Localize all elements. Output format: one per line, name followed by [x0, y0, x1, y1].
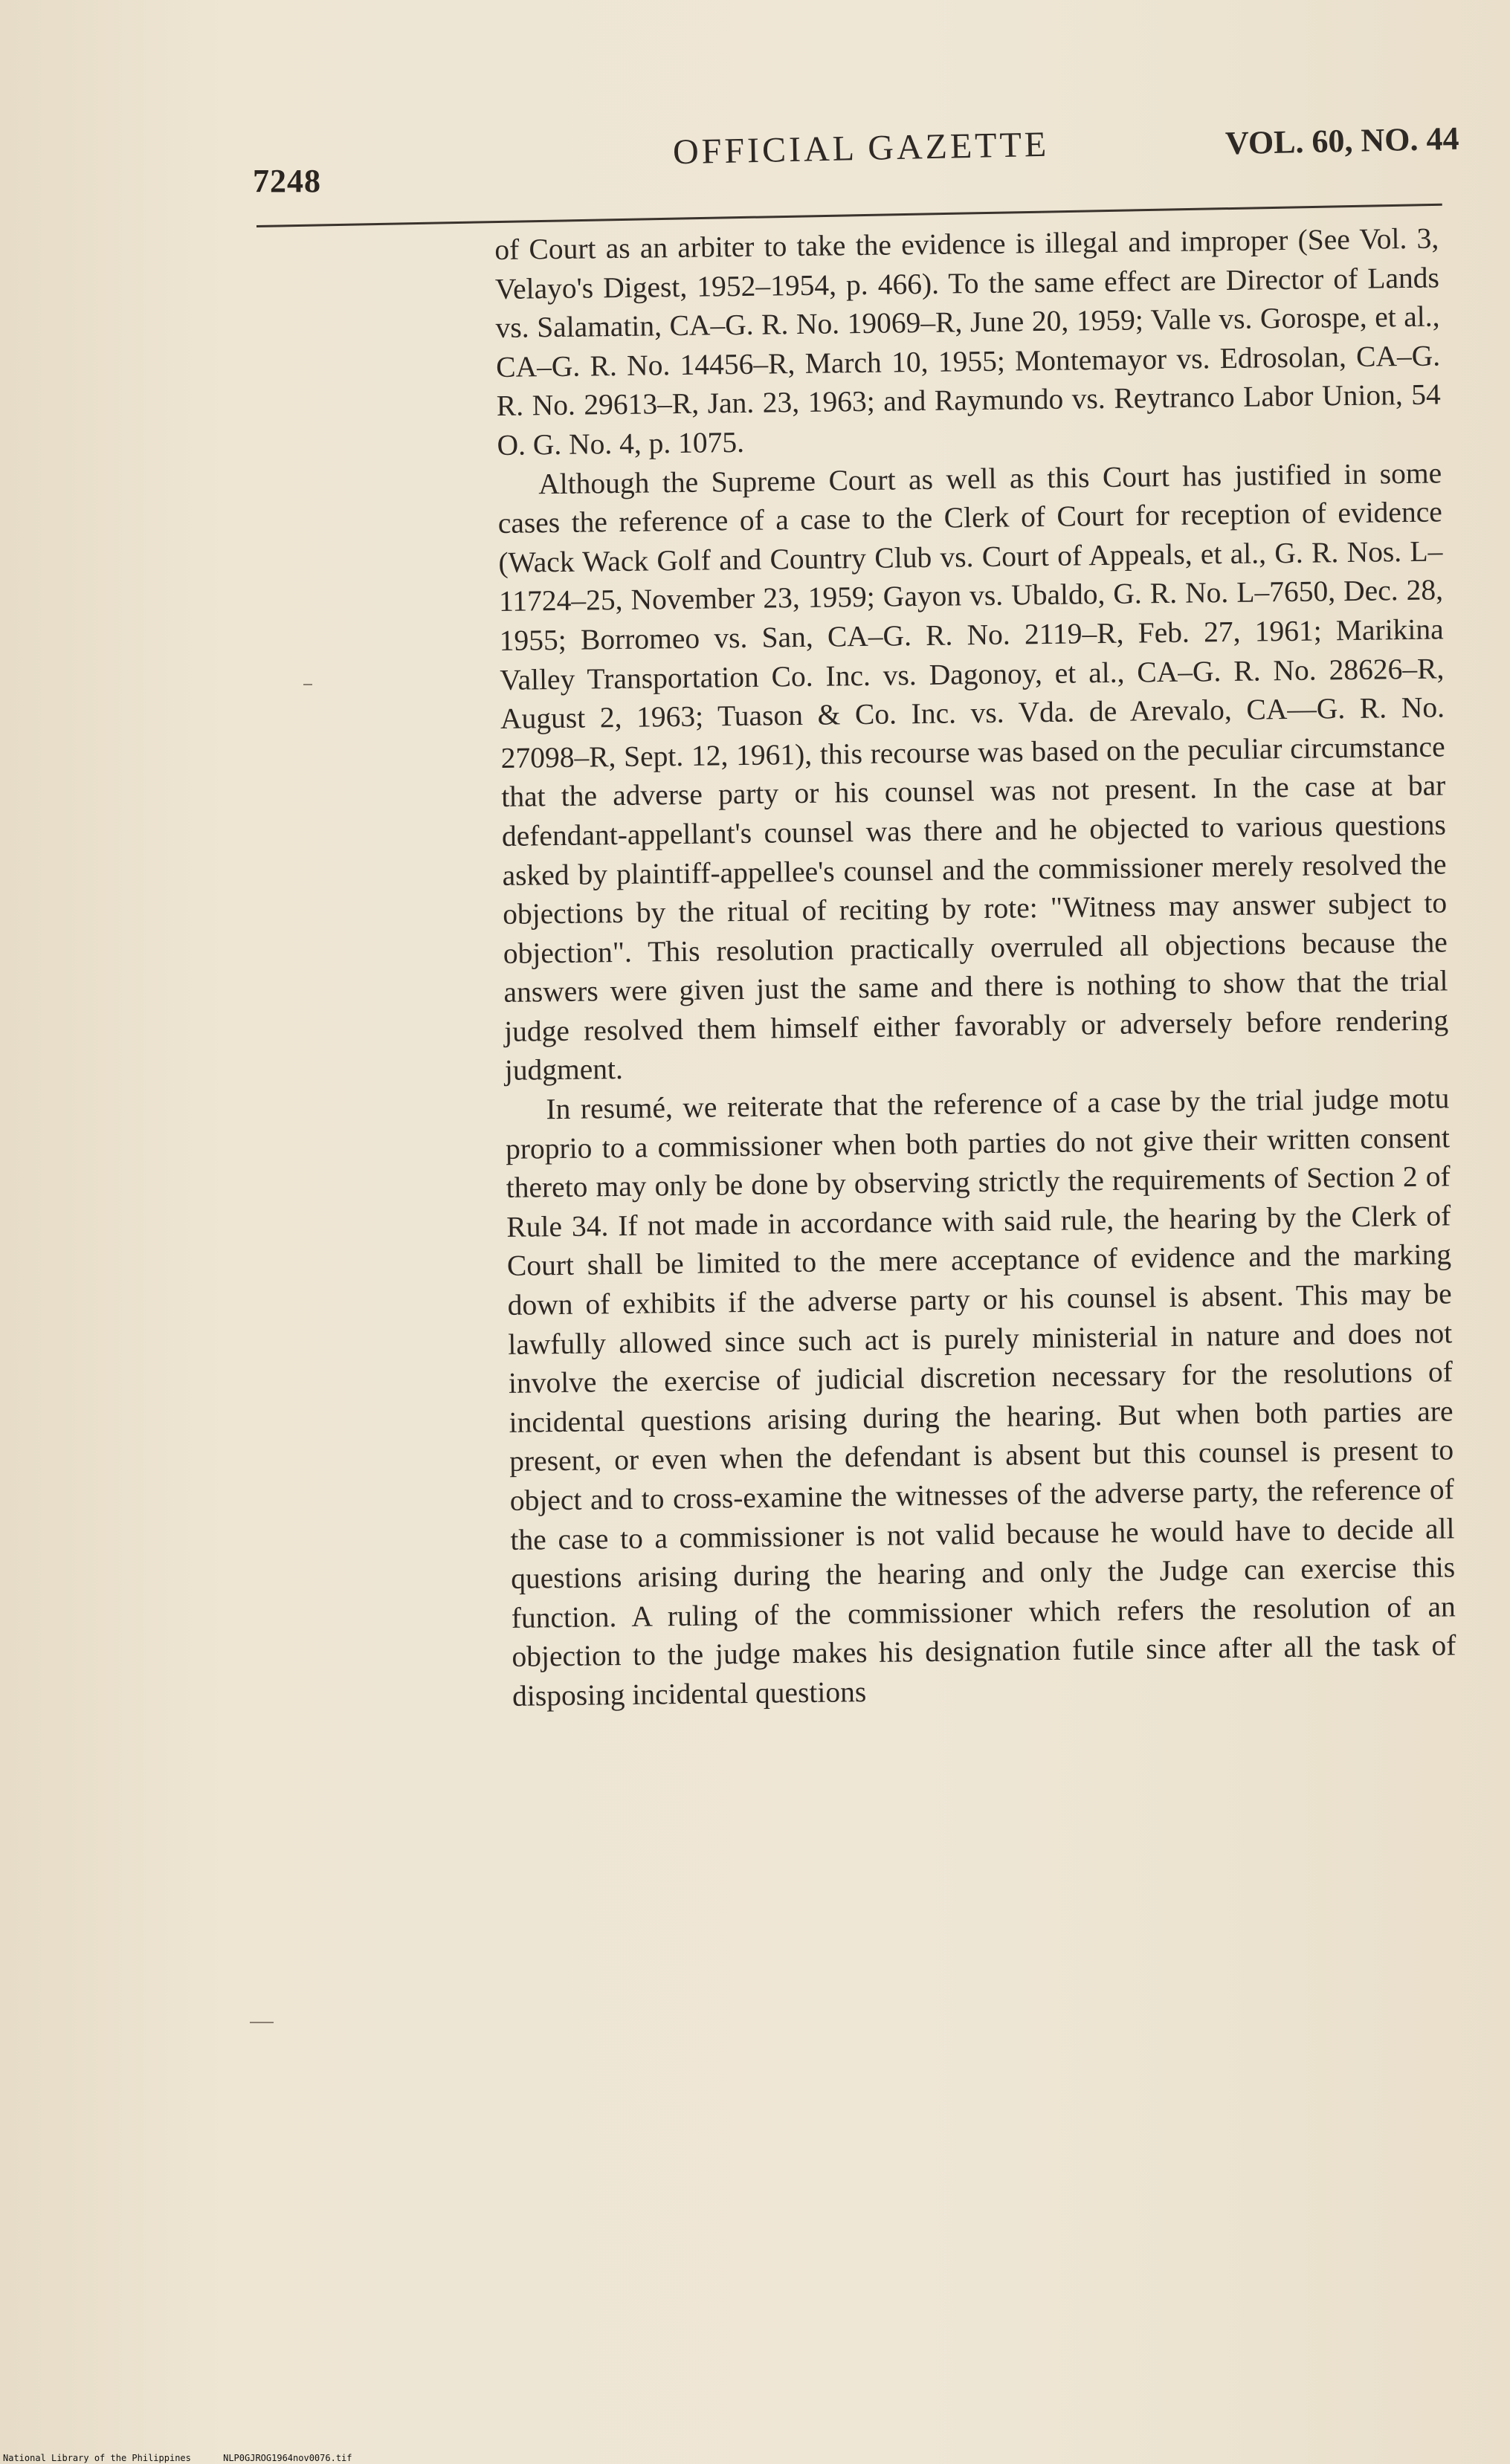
scan-footer	[3, 2453, 379, 2463]
file-name: NLP0GJROG1964nov0076.tif	[223, 2453, 352, 2463]
margin-mark	[303, 684, 312, 685]
paragraph-3: In resumé, we reiterate that the reference of a case by the trial judge motu proprio to a commissioner when both parties do not give their written consent thereto may only be done by observing strictly the requirements of Section 2 of Rule 34. If not made in accordance with said rule, the hearing by the Clerk of Court shall be limited to the mere acceptance of evidence and the marking down of exhibits if the adverse party or his counsel is absent. This may be lawfully allowed since such act is purely ministerial in nature and does not involve the exercise of judicial discretion necessary for the resolutions of incidental questions arising during the hearing. But when both parties are present, or even when the defendant is absent but this counsel is present to object and to cross-examine the witnesses of the adverse party, the reference of the case to a commissioner is not valid because he would have to decide all questions arising during the hearing and only the Judge can exercise this function. A ruling of the commissioner which refers the resolution of an objection to the judge makes his designation futile since after all the task of disposing incidental questions	[505, 1081, 1456, 1713]
library-credit: National Library of the Philippines	[3, 2453, 191, 2463]
paragraph-1: of Court as an arbiter to take the evidence is illegal and improper (See Vol. 3, Velayo's Digest, 1952–1954, p. 466). To the same effect are Director of Lands vs. Salamatin, CA–G. R. No. 19069–R, June 20, 1959; Valle vs. Gorospe, et al., CA–G. R. No. 14456–R, March 10, 1955; Montemayor vs. Edrosolan, CA–G. R. No. 29613–R, Jan. 23, 1963; and Raymundo vs. Reytranco Labor Union, 54 O. G. No. 4, p. 1075.	[494, 221, 1442, 462]
page-header	[0, 0, 1510, 223]
text-column	[494, 219, 1456, 1716]
paragraph-2: Although the Supreme Court as well as this Court has justified in some cases the reference of a case to the Clerk of Court for reception of evidence (Wack Wack Golf and Country Club vs. Court of Appeals, et al., G. R. Nos. L–11724–25, November 23, 1959; Gayon vs. Ubaldo, G. R. No. L–7650, Dec. 28, 1955; Borromeo vs. San, CA–G. R. No. 2119–R, Feb. 27, 1961; Marikina Valley Transportation Co. Inc. vs. Dagonoy, et al., CA–G. R. No. 28626–R, August 2, 1963; Tuason & Co. Inc. vs. Vda. de Arevalo, CA—G. R. No. 27098–R, Sept. 12, 1961), this recourse was based on the peculiar circumstance that the adverse party or his counsel was not present. In the case at bar defendant-appellant's counsel was there and he objected to various questions asked by plaintiff-appellee's counsel and the commissioner merely resolved the objections by the ritual of reciting by rote: "Witness may answer subject to objection". This resolution practically overruled all objections because the answers were given just the same and there is nothing to show that the trial judge resolved them himself either favorably or adversely before rendering judgment.	[497, 456, 1449, 1087]
journal-title: OFFICIAL GAZETTE	[672, 124, 1050, 172]
margin-mark	[250, 2022, 274, 2023]
volume-number: VOL. 60, NO. 44	[1225, 120, 1459, 162]
page-number: 7248	[253, 163, 321, 199]
